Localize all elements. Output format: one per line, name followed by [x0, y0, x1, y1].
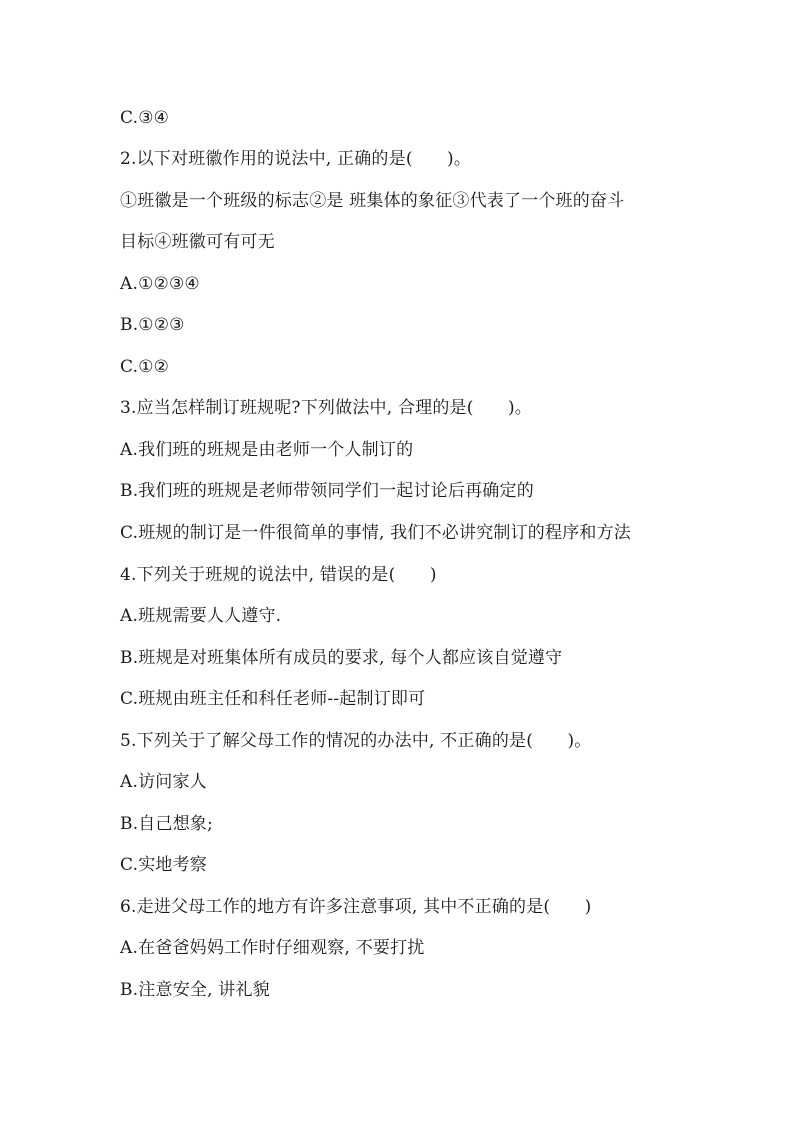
- question-3: 3.应当怎样制订班规呢?下列做法中, 合理的是( )。: [120, 398, 533, 418]
- question-2: 2.以下对班徽作用的说法中, 正确的是( )。: [120, 149, 472, 169]
- question-5: 5.下列关于了解父母工作的情况的办法中, 不正确的是( )。: [120, 731, 592, 751]
- question-6: 6.走进父母工作的地方有许多注意事项, 其中不正确的是( ): [120, 897, 592, 917]
- option-a-q2: A.①②③④: [120, 274, 200, 294]
- option-b-q4: B.班规是对班集体所有成员的要求, 每个人都应该自觉遵守: [120, 648, 563, 668]
- option-a-q4: A.班规需要人人遵守.: [120, 606, 282, 626]
- option-c-q2: C.①②: [120, 357, 170, 377]
- option-b-q6: B.注意安全, 讲礼貌: [120, 980, 270, 1000]
- option-a-q3: A.我们班的班规是由老师一个人制订的: [120, 440, 414, 460]
- option-b-q5: B.自己想象;: [120, 814, 214, 834]
- option-a-q6: A.在爸爸妈妈工作时仔细观察, 不要打扰: [120, 938, 425, 958]
- question-2-statements-line2: 目标④班徽可有可无: [120, 232, 275, 252]
- option-c-q5: C.实地考察: [120, 855, 208, 875]
- option-b-q3: B.我们班的班规是老师带领同学们一起讨论后再确定的: [120, 481, 534, 501]
- option-a-q5: A.访问家人: [120, 772, 207, 792]
- question-4: 4.下列关于班规的说法中, 错误的是( ): [120, 565, 437, 585]
- question-2-statements-line1: ①班徽是一个班级的标志②是 班集体的象征③代表了一个班的奋斗: [120, 191, 625, 211]
- option-c-q1: C.③④: [120, 108, 170, 128]
- option-c-q3: C.班规的制订是一件很简单的事情, 我们不必讲究制订的程序和方法: [120, 523, 632, 543]
- option-b-q2: B.①②③: [120, 315, 185, 335]
- option-c-q4: C.班规由班主任和科任老师--起制订即可: [120, 689, 426, 709]
